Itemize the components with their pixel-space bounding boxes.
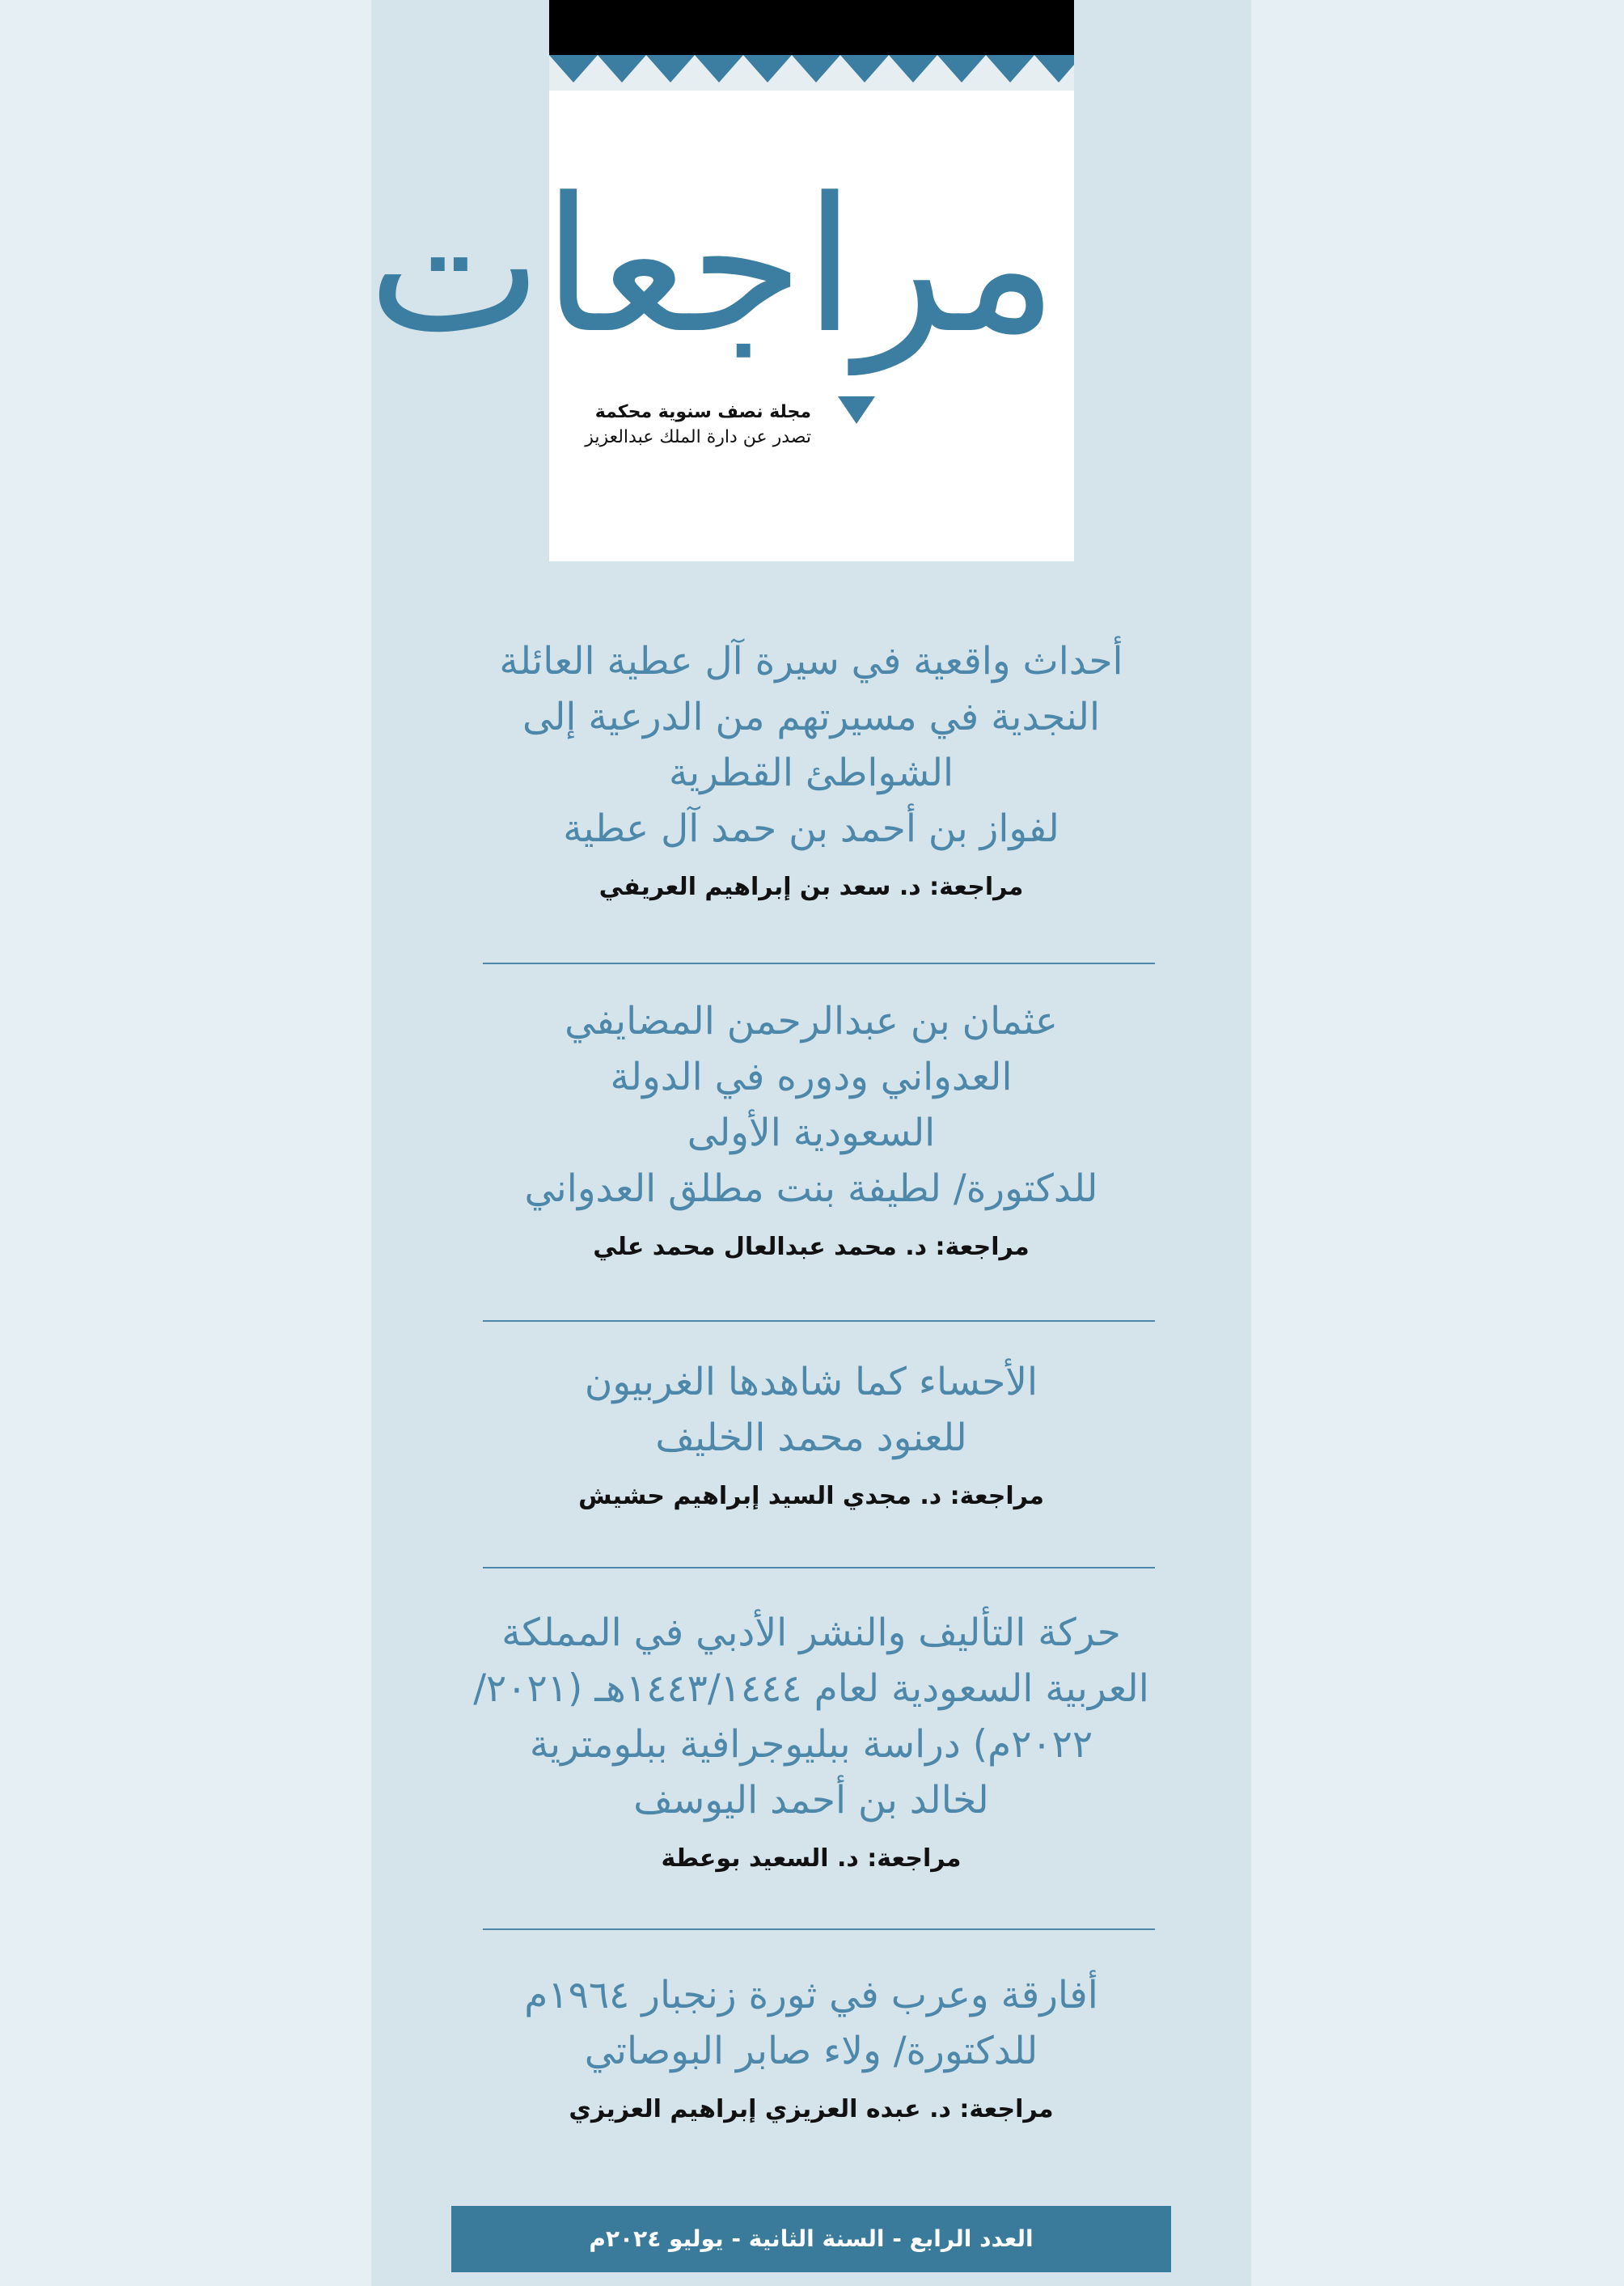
article-title: أحداث واقعية في سيرة آل عطية العائلة النجدية في مسيرتهم من الدرعية إلى الشواطئ القطرية لفواز بن أحمد بن حمد آل عطية — [499, 639, 1123, 851]
magazine-logo: مراجعات — [367, 159, 1058, 375]
divider — [483, 1928, 1155, 1930]
cover-box — [367, 0, 1074, 561]
article-title: عثمان بن عبدالرحمن المضايفي العدواني ودوره في الدولة السعودية الأولى للدكتورة/ لطيفة بنت مطلق العدواني — [524, 999, 1098, 1211]
article-4 — [452, 1605, 1170, 1875]
zigzag-pattern — [549, 55, 1074, 91]
divider — [483, 1320, 1155, 1322]
article-reviewer: مراجعة: د. السعيد بوعطة — [661, 1844, 962, 1873]
article-reviewer: مراجعة: د. مجدي السيد إبراهيم حشيش — [578, 1482, 1044, 1510]
article-title: الأحساء كما شاهدها الغربيون للعنود محمد الخليف — [584, 1360, 1038, 1460]
cover-subtitle-2: تصدر عن دارة الملك عبدالعزيز — [585, 427, 811, 447]
article-1 — [452, 633, 1170, 904]
article-title: أفارقة وعرب في ثورة زنجبار ١٩٦٤م للدكتورة/ ولاء صابر البوصاتي — [524, 1973, 1098, 2073]
logo-arrow-icon — [838, 396, 875, 424]
article-3 — [452, 1354, 1170, 1513]
article-reviewer: مراجعة: د. محمد عبدالعال محمد علي — [593, 1233, 1030, 1261]
article-2 — [452, 993, 1170, 1264]
article-5 — [452, 1967, 1170, 2126]
article-reviewer: مراجعة: د. عبده العزيزي إبراهيم العزيزي — [569, 2095, 1054, 2123]
cover-top-band — [549, 0, 1074, 55]
article-title: حركة التأليف والنشر الأدبي في المملكة العربية السعودية لعام ١٤٤٣/١٤٤٤هـ (٢٠٢١/ ٢٠٢٢م) دراسة ببليوجرافية ببلومترية لخالد بن أحمد اليوسف — [473, 1611, 1149, 1822]
cover-subtitle-1: مجلة نصف سنوية محكمة — [594, 402, 811, 422]
issue-footer: العدد الرابع - السنة الثانية - يوليو ٢٠٢٤م — [451, 2206, 1171, 2272]
divider — [483, 1567, 1155, 1568]
divider — [483, 963, 1155, 964]
article-reviewer: مراجعة: د. سعد بن إبراهيم العريفي — [598, 873, 1024, 901]
